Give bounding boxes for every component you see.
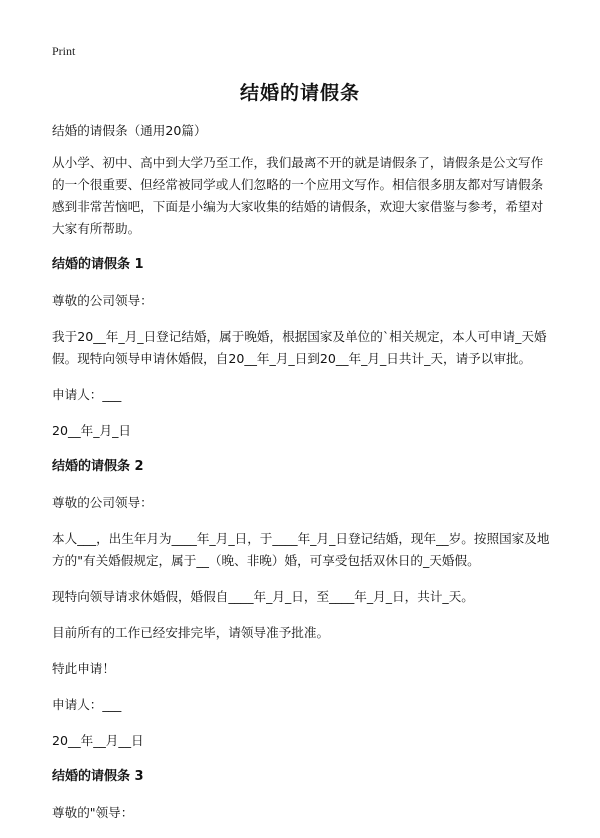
section-2-body: 本人___，出生年月为____年_月_日，于____年_月_日登记结婚，现年__岁。按照国家及地方的"有关婚假规定，属于__（晚、非晚）婚，可享受包括双休日的_天婚假。 [52, 531, 550, 568]
section-1-salutation: 尊敬的公司领导： [52, 293, 153, 308]
document-body [52, 120, 552, 838]
section-2-heading: 结婚的请假条 2 [52, 459, 144, 474]
print-label: Print [52, 44, 76, 58]
section-1-date: 20__年_月_日 [52, 423, 131, 438]
intro-paragraph: 从小学、初中、高中到大学乃至工作，我们最离不开的就是请假条了，请假条是公文写作的一个很重要、但经常被同学或人们忽略的一个应用文写作。相信很多朋友都对写请假条感到非常苦恼吧，下面是小编为大家收集的结婚的请假条，欢迎大家借鉴与参考，希望对大家有所帮助。 [52, 155, 544, 236]
section-2-work-note: 目前所有的工作已经安排完毕，请领导准予批准。 [52, 625, 330, 640]
section-2-applicant: 申请人：___ [52, 697, 122, 712]
section-1-heading: 结婚的请假条 1 [52, 257, 144, 272]
section-2-salutation: 尊敬的公司领导： [52, 495, 153, 510]
section-2-date: 20__年__月__日 [52, 733, 144, 748]
section-1-body: 我于20__年_月_日登记结婚，属于晚婚，根据国家及单位的`相关规定，本人可申请_天婚假。现特向领导申请休婚假，自20__年_月_日到20__年_月_日共计_天，请予以审批。 [52, 329, 547, 366]
section-3-heading: 结婚的请假条 3 [52, 769, 144, 784]
section-1-applicant: 申请人：___ [52, 387, 122, 402]
section-3-salutation: 尊敬的"领导： [52, 805, 134, 820]
document-title: 结婚的请假条 [239, 82, 360, 104]
document-subtitle: 结婚的请假条（通用20篇） [52, 123, 207, 138]
section-2-request: 现特向领导请求休婚假，婚假自____年_月_日，至____年_月_日，共计_天。 [52, 589, 474, 604]
section-2-closing: 特此申请！ [52, 661, 115, 676]
